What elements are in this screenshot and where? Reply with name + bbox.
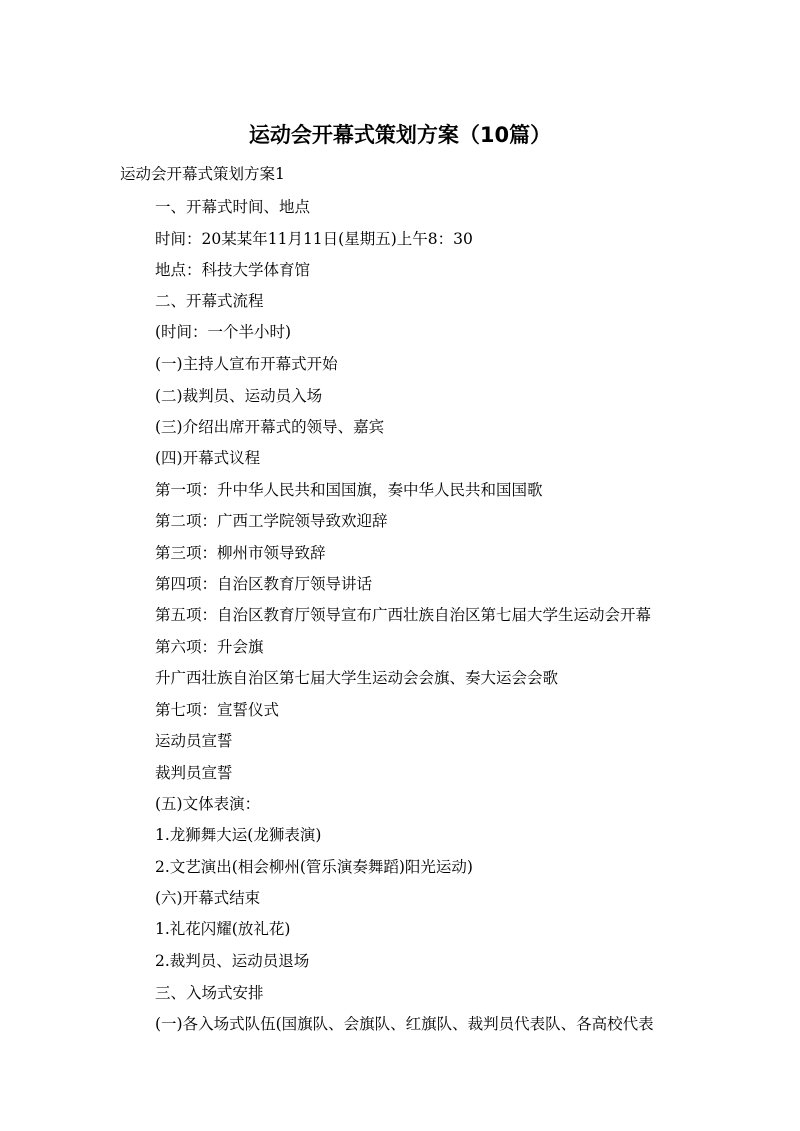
section-heading: 运动会开幕式策划方案1 (120, 165, 285, 183)
document-title: 运动会开幕式策划方案（10篇） (248, 123, 552, 147)
paragraph-line: 第五项：自治区教育厅领导宣布广西壮族自治区第七届大学生运动会开幕 (155, 606, 652, 624)
paragraph-line: (四)开幕式议程 (155, 449, 261, 467)
paragraph-line: (一)各入场式队伍(国旗队、会旗队、红旗队、裁判员代表队、各高校代表 (155, 1015, 654, 1033)
paragraph-line: 地点：科技大学体育馆 (155, 261, 311, 279)
paragraph-line: 2.裁判员、运动员退场 (155, 952, 310, 970)
paragraph-line: 升广西壮族自治区第七届大学生运动会会旗、奏大运会会歌 (155, 669, 559, 687)
paragraph-line: 第六项：升会旗 (155, 638, 264, 656)
paragraph-line: 第四项：自治区教育厅领导讲话 (155, 575, 373, 593)
paragraph-line: 2.文艺演出(相会柳州(管乐演奏舞蹈)阳光运动) (155, 858, 473, 876)
paragraph-line: 裁判员宣誓 (155, 764, 233, 782)
paragraph-line: 1.礼花闪耀(放礼花) (155, 920, 291, 938)
paragraph-line: (一)主持人宣布开幕式开始 (155, 355, 338, 373)
paragraph-line: (时间：一个半小时) (155, 323, 292, 341)
paragraph-line: (五)文体表演： (155, 795, 261, 813)
paragraph-line: 一、开幕式时间、地点 (155, 198, 311, 216)
paragraph-line: 第二项：广西工学院领导致欢迎辞 (155, 512, 388, 530)
paragraph-line: 1.龙狮舞大运(龙狮表演) (155, 826, 322, 844)
paragraph-line: 第七项：宣誓仪式 (155, 701, 280, 719)
paragraph-line: 第一项：升中华人民共和国国旗，奏中华人民共和国国歌 (155, 481, 543, 499)
paragraph-line: (六)开幕式结束 (155, 889, 261, 907)
paragraph-line: 第三项：柳州市领导致辞 (155, 544, 326, 562)
paragraph-line: 三、入场式安排 (155, 984, 264, 1002)
paragraph-line: 二、开幕式流程 (155, 292, 264, 310)
paragraph-line: 运动员宣誓 (155, 732, 233, 750)
paragraph-line: 时间：20某某年11月11日(星期五)上午8：30 (155, 230, 473, 248)
paragraph-line: (二)裁判员、运动员入场 (155, 387, 323, 405)
paragraph-line: (三)介绍出席开幕式的领导、嘉宾 (155, 418, 385, 436)
